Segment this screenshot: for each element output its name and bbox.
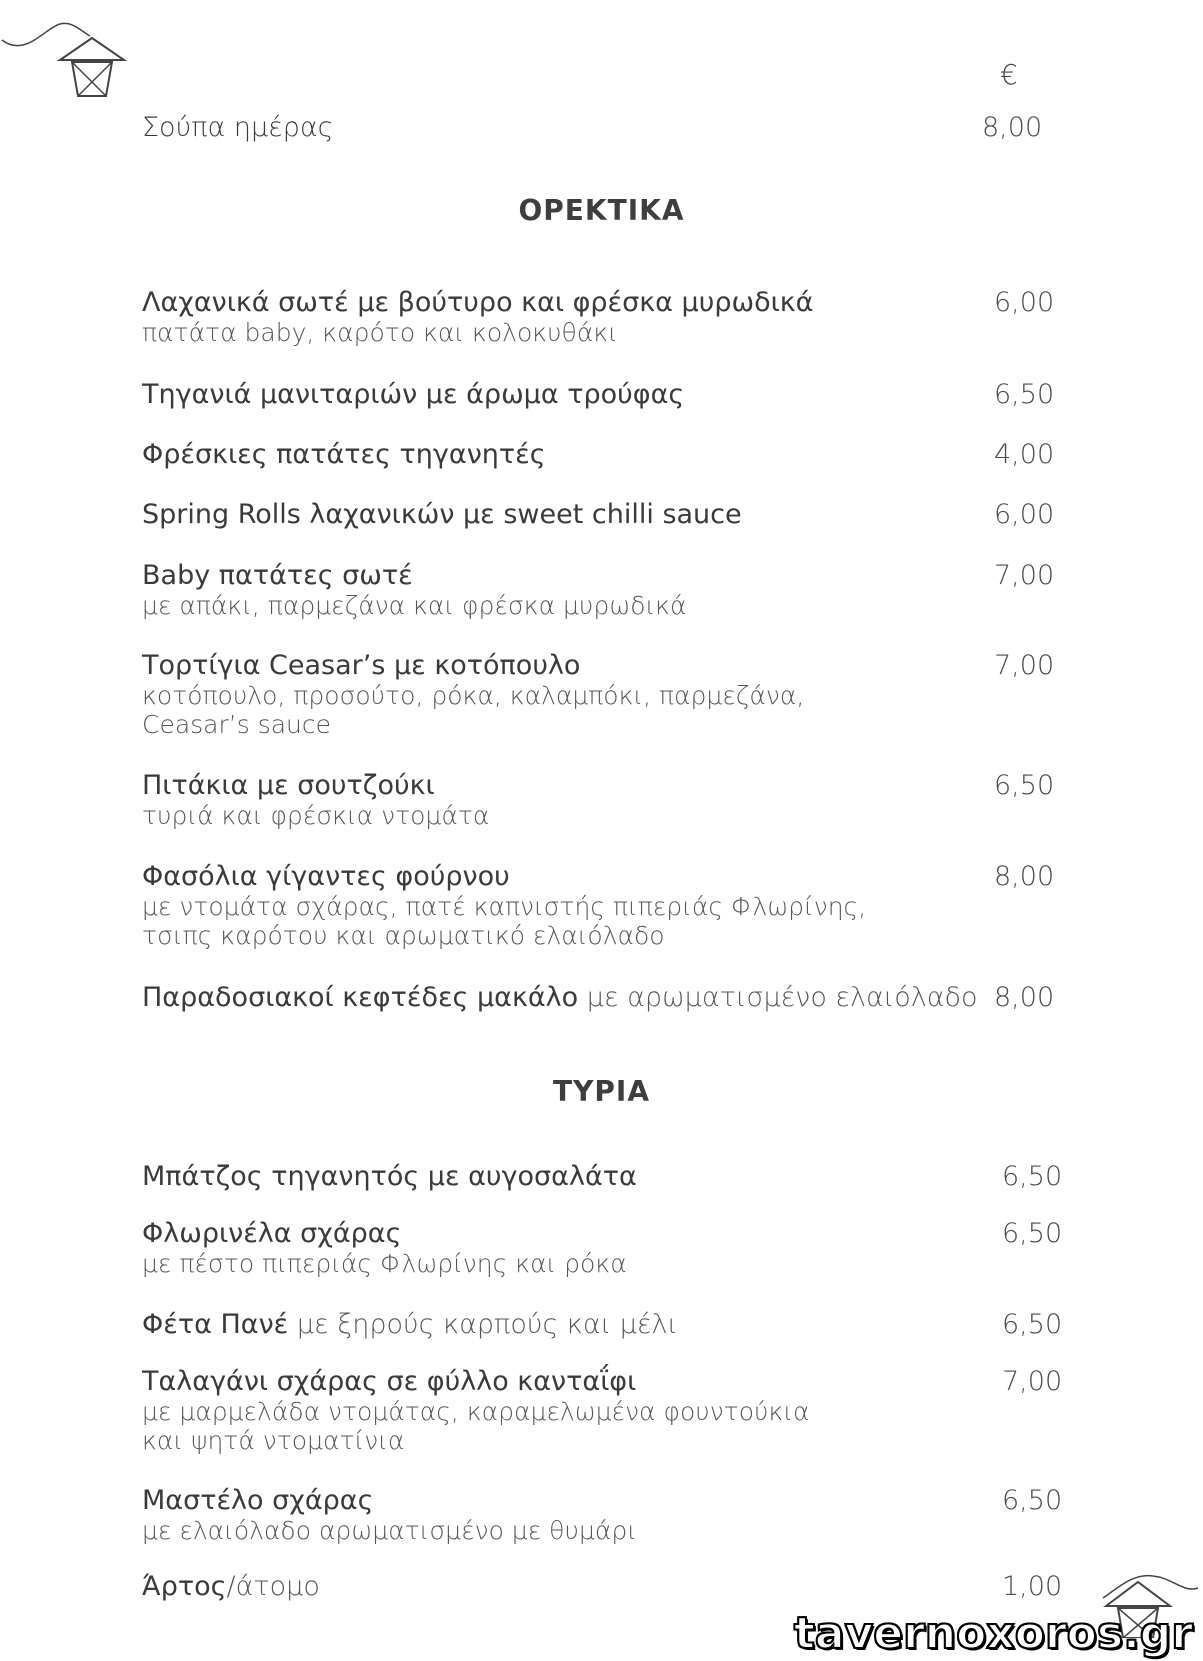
item-name: Τορτίγια Ceasar’s με κοτόπουλο <box>142 650 581 681</box>
item-description: με ελαιόλαδο αρωματισμένο με θυμάρι <box>142 1516 637 1545</box>
item-name <box>142 1572 320 1602</box>
menu-item <box>142 1486 637 1545</box>
menu-item <box>142 651 804 739</box>
item-name: Σούπα ημέρας <box>142 112 334 143</box>
item-price: 6,50 <box>1002 1218 1063 1249</box>
item-description: με απάκι, παρμεζάνα και φρέσκα μυρωδικά <box>142 591 687 620</box>
menu-item <box>142 1367 810 1455</box>
item-name: Φασόλια γίγαντες φούρνου <box>142 861 510 892</box>
item-price: 6,50 <box>994 770 1055 801</box>
menu-item <box>142 1162 637 1192</box>
item-description: τσιπς καρότου και αρωματικό ελαιόλαδο <box>142 921 665 950</box>
menu-item <box>142 862 866 950</box>
item-name-text: Φέτα Πανέ <box>142 1309 289 1340</box>
item-price: 6,50 <box>994 379 1055 410</box>
item-price: 8,00 <box>982 112 1043 143</box>
item-description: Ceasar’s sauce <box>142 710 332 739</box>
item-price: 6,50 <box>1002 1161 1063 1192</box>
item-name: Baby πατάτες σωτέ <box>142 560 413 591</box>
section-title-tyria: ΤΥΡΙΑ <box>553 1075 650 1108</box>
item-extra: με ξηρούς καρπούς και μέλι <box>296 1309 678 1340</box>
menu-item <box>142 1219 627 1278</box>
item-price: 8,00 <box>994 861 1055 892</box>
menu-item <box>142 561 687 620</box>
item-price: 1,00 <box>1002 1571 1063 1602</box>
item-name: Τηγανιά μανιταριών με άρωμα τρούφας <box>142 379 685 410</box>
item-price: 7,00 <box>994 650 1055 681</box>
item-name: Μπάτζος τηγανητός με αυγοσαλάτα <box>142 1161 637 1192</box>
menu-item <box>142 1310 678 1340</box>
item-description: με ντομάτα σχάρας, πατέ καπνιστής πιπεριάς Φλωρίνης, <box>142 892 867 921</box>
item-price: 8,00 <box>994 982 1055 1013</box>
menu-item <box>142 1572 320 1602</box>
item-description: με μαρμελάδα ντομάτας, καραμελωμένα φουντούκια <box>142 1397 810 1426</box>
item-price: 6,50 <box>1002 1309 1063 1340</box>
item-name: Μαστέλο σχάρας <box>142 1485 374 1516</box>
item-name: Πιτάκια με σουτζούκι <box>142 770 435 801</box>
item-extra: με αρωματισμένο ελαιόλαδο <box>586 982 978 1013</box>
menu-item <box>142 771 489 830</box>
item-description: και ψητά ντοματίνια <box>142 1426 405 1455</box>
section-title-orektika: ΟΡΕΚΤΙΚΑ <box>518 194 685 227</box>
item-description: κοτόπουλο, προσούτο, ρόκα, καλαμπόκι, παρμεζάνα, <box>142 681 805 710</box>
menu-item <box>142 288 813 347</box>
menu-item <box>142 113 334 143</box>
item-description: πατάτα baby, καρότο και κολοκυθάκι <box>142 318 618 347</box>
item-price: 6,00 <box>994 287 1055 318</box>
item-name: Spring Rolls λαχανικών με sweet chilli sauce <box>142 499 742 530</box>
menu-item <box>142 500 742 530</box>
item-name-text: Άρτος <box>142 1571 227 1602</box>
item-name: Λαχανικά σωτέ με βούτυρο και φρέσκα μυρωδικά <box>142 287 814 318</box>
item-description: τυριά και φρέσκια ντομάτα <box>142 801 490 830</box>
item-name: Ταλαγάνι σχάρας σε φύλλο κανταΐφι <box>142 1366 637 1397</box>
item-extra: /άτομο <box>226 1571 320 1602</box>
lantern-logo-icon <box>0 18 130 98</box>
item-price: 6,00 <box>994 499 1055 530</box>
item-name <box>142 1310 678 1340</box>
item-name: Φρέσκιες πατάτες τηγανητές <box>142 439 546 470</box>
item-price: 6,50 <box>1002 1485 1063 1516</box>
item-price: 4,00 <box>994 439 1055 470</box>
menu-item <box>142 380 684 410</box>
item-description: με πέστο πιπεριάς Φλωρίνης και ρόκα <box>142 1249 627 1278</box>
item-name-text: Παραδοσιακοί κεφτέδες μακάλο <box>142 982 579 1013</box>
menu-item <box>142 983 978 1013</box>
watermark: tavernoxoros.gr <box>793 1608 1193 1659</box>
item-price: 7,00 <box>994 560 1055 591</box>
item-price: 7,00 <box>1002 1366 1063 1397</box>
item-name: Φλωρινέλα σχάρας <box>142 1218 402 1249</box>
menu-item <box>142 440 546 470</box>
item-name <box>142 983 978 1013</box>
currency-symbol: € <box>1000 58 1018 91</box>
